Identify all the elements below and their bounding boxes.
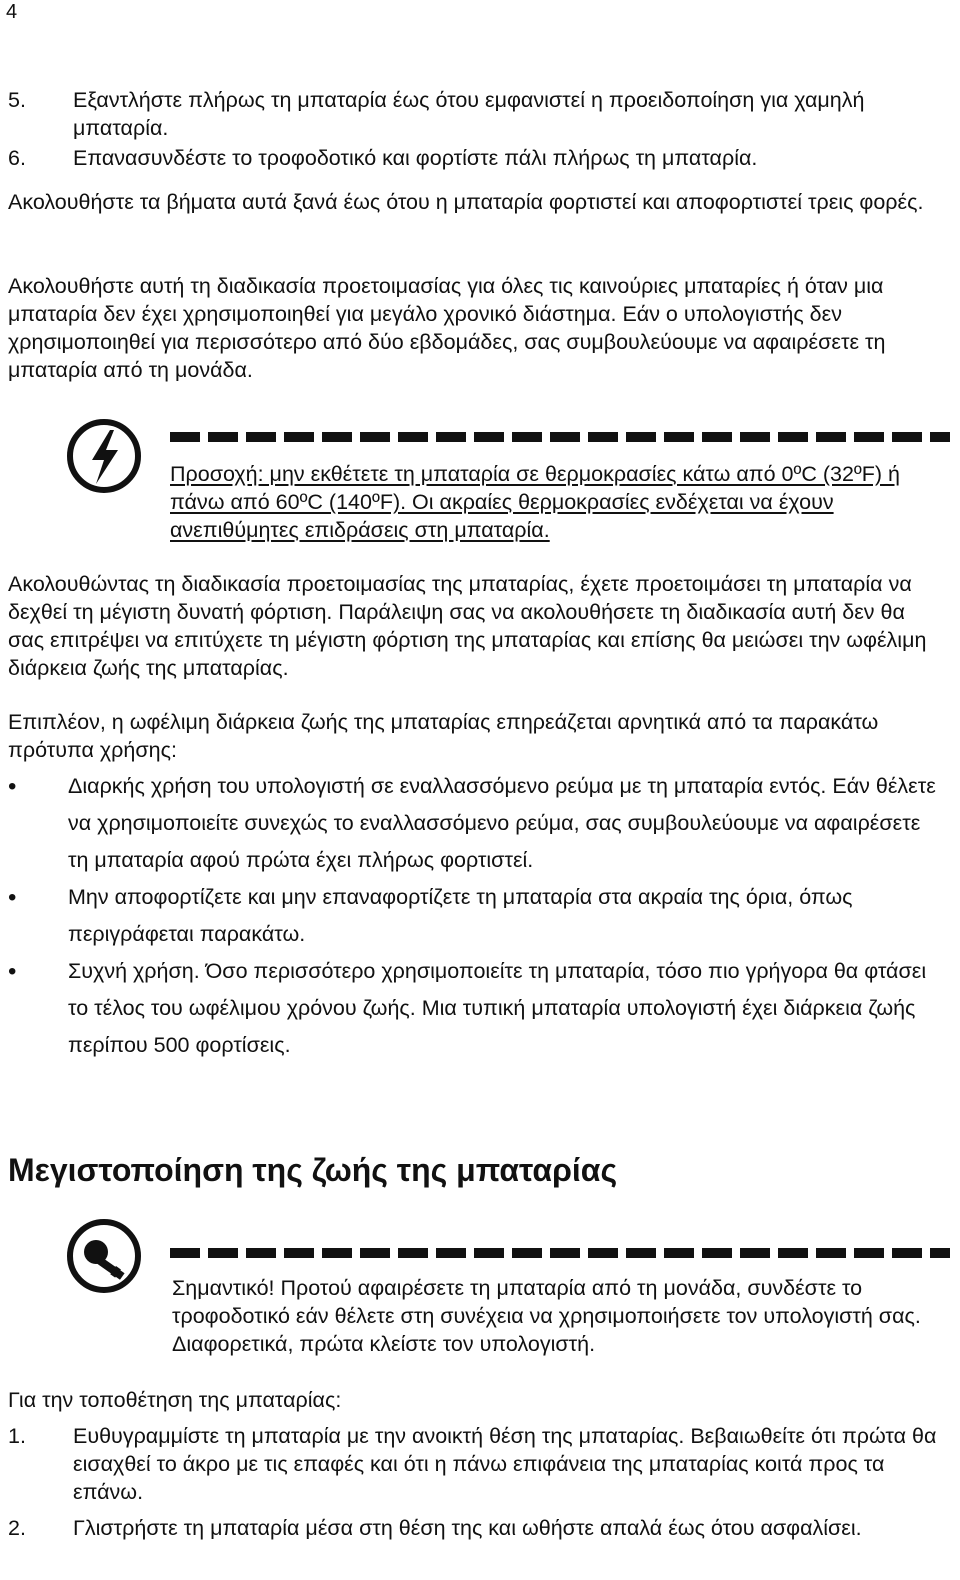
usage-intro: Επιπλέον, η ωφέλιμη διάρκεια ζωής της μπαταρίας επηρεάζεται αρνητικά από τα παρακάτω πρότυπα χρήσης: [8, 710, 879, 762]
list-item: • Συχνή χρήση. Όσο περισσότερο χρησιμοποιείτε τη μπαταρία, τόσο πιο γρήγορα θα φτάσει το τέλος του ωφέλιμου χρόνου ζωής. Μια τυπική μπαταρία υπολογιστή έχει διάρκεια ζωής περίπου 500 φορτίσεις. [8, 953, 943, 1064]
step-text: Εξαντλήστε πλήρως τη μπαταρία έως ότου εμφανιστεί η προειδοποίηση για χαμηλή μπαταρία. [73, 88, 865, 140]
step-text: Επανασυνδέστε το τροφοδοτικό και φορτίστε πάλι πλήρως τη μπαταρία. [73, 146, 758, 170]
list-item [8, 86, 943, 142]
step-text: Ευθυγραμμίστε τη μπαταρία με την ανοικτή θέση της μπαταρίας. Βεβαιωθείτε ότι πρώτα θα εισαχθεί το άκρο με τις επαφές και ότι η πάνω επιφάνεια της μπαταρίας κοιτά προς τα επάνω. [73, 1424, 937, 1504]
list-item: • Διαρκής χρήση του υπολογιστή σε εναλλασσόμενο ρεύμα με τη μπαταρία εντός. Εάν θέλετε να χρησιμοποιείτε συνεχώς το εναλλασσόμενο ρεύμα, σας συμβουλεύουμε να αφαιρέσετε τη μπαταρία αφού πρώτα έχει πλήρως φορτιστεί. [8, 768, 943, 879]
important-text: Σημαντικό! Προτού αφαιρέσετε τη μπαταρία από τη μονάδα, συνδέστε το τροφοδοτικό εάν θέλετε στη συνέχεια να χρησιμοποιήσετε τον υπολογιστή σας. Διαφορετικά, πρώτα κλείστε τον υπολογιστή. [172, 1276, 921, 1356]
repeat-note: Ακολουθήστε τα βήματα αυτά ξανά έως ότου η μπαταρία φορτιστεί και αποφορτιστεί τρεις φορές. [8, 190, 924, 214]
section-heading: Μεγιστοποίηση της ζωής της μπαταρίας [8, 1152, 618, 1188]
list-item: • Μην αποφορτίζετε και μην επαναφορτίζετε τη μπαταρία στα ακραία της όρια, όπως περιγράφεται παρακάτω. [8, 879, 943, 953]
list-item [8, 1422, 943, 1506]
caution-text: Προσοχή: μην εκθέτετε τη μπαταρία σε θερμοκρασίες κάτω από 0ºC (32ºF) ή πάνω από 60ºC (140ºF). Οι ακραίες θερμοκρασίες ενδέχεται να έχουν ανεπιθύμητες επιδράσεις στη μπαταρία. [170, 462, 901, 542]
lightning-warning-icon [66, 418, 142, 494]
step-number: 1. [8, 1424, 26, 1448]
procedure-note: Ακολουθήστε αυτή τη διαδικασία προετοιμασίας για όλες τις καινούριες μπαταρίες ή όταν μια μπαταρία δεν έχει χρησιμοποιηθεί για μεγάλο χρονικό διάστημα. Εάν ο υπολογιστής δεν χρησιμοποιηθεί για περισσότερο από δύο εβδομάδες, σας συμβουλεύουμε να αφαιρέσετε τη μπαταρία από τη μονάδα. [8, 274, 886, 382]
list-item [8, 1514, 943, 1542]
conditioning-note: Ακολουθώντας τη διαδικασία προετοιμασίας της μπαταρίας, έχετε προετοιμάσει τη μπαταρία να δεχθεί τη μέγιστη δυνατή φόρτιση. Παράλειψη σας να ακολουθήσετε τη διαδικασία αυτή δεν θα σας επιτρέψει να επιτύχετε τη μέγιστη φόρτιση της μπαταρίας και επίσης θα μειώσει την ωφέλιμη διάρκεια ζωής της μπαταρίας. [8, 572, 927, 680]
steps-top-list [8, 86, 943, 172]
page-number: 4 [6, 1, 18, 23]
install-intro: Για την τοποθέτηση της μπαταρίας: [8, 1388, 342, 1412]
install-steps-list [8, 1422, 943, 1542]
list-item [8, 144, 943, 172]
step-number: 5. [8, 88, 26, 112]
usage-bullet-list [8, 768, 943, 1064]
notice-divider [170, 1248, 950, 1258]
step-number: 2. [8, 1516, 26, 1540]
step-number: 6. [8, 146, 26, 170]
step-text: Γλιστρήστε τη μπαταρία μέσα στη θέση της και ωθήστε απαλά έως ότου ασφαλίσει. [73, 1516, 862, 1540]
notice-divider [170, 432, 950, 442]
key-important-icon [66, 1218, 142, 1294]
